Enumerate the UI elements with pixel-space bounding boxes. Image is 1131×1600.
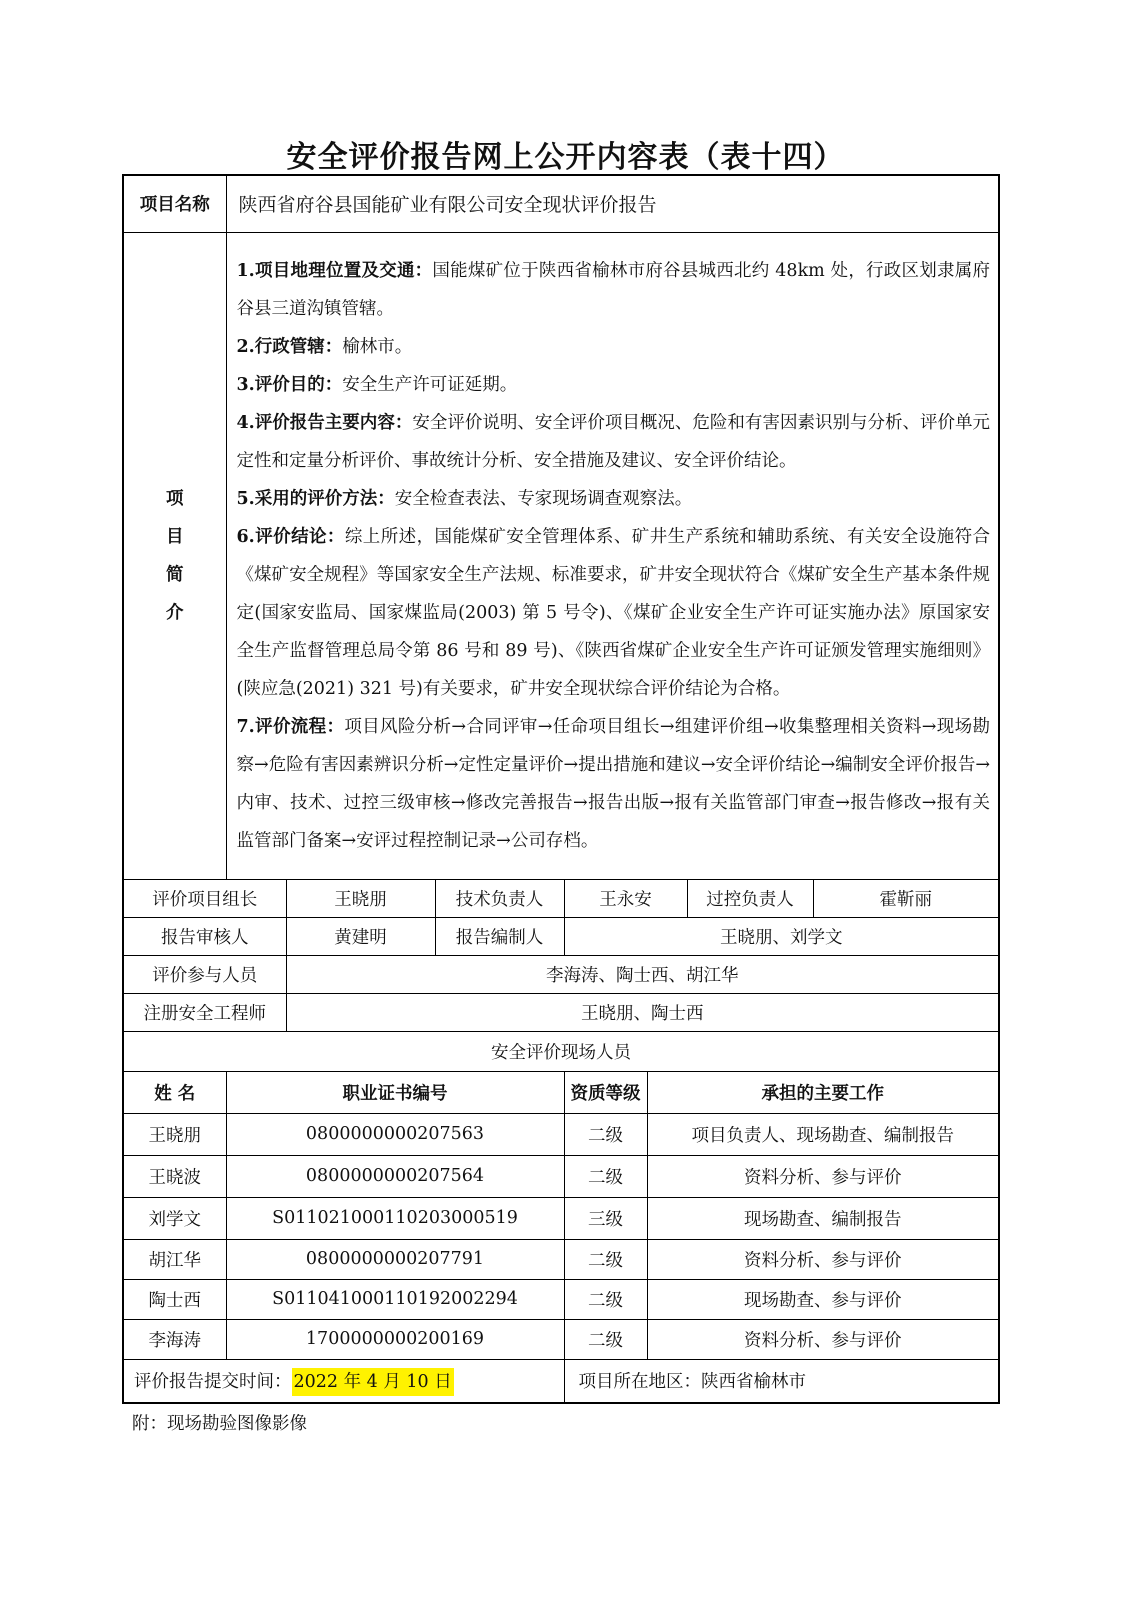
submit-date: 2022 年 4 月 10 日 [292,1368,454,1396]
participants-value: 李海涛、陶士西、胡江华 [286,955,999,993]
staff-name: 陶士西 [123,1279,226,1319]
intro-item-head: 5.采用的评价方法： [236,488,395,509]
intro-item [237,518,991,708]
engineers-label: 注册安全工程师 [123,993,286,1031]
intro-item [237,366,991,404]
staff-work: 项目负责人、现场勘查、编制报告 [647,1113,999,1155]
staff-work: 资料分析、参与评价 [647,1239,999,1279]
project-intro-row [123,232,999,879]
intro-item-text: 安全生产许可证延期。 [342,374,518,395]
staff-level: 二级 [564,1113,647,1155]
engineers-row [123,993,999,1031]
table-row [123,1197,999,1239]
staff-header-work: 承担的主要工作 [647,1071,999,1113]
staff-header-level: 资质等级 [564,1071,647,1113]
staff-header-row [123,1071,999,1113]
staff-cert: S011021000110203000519 [226,1197,564,1239]
intro-label-char: 介 [166,602,184,623]
staff-name: 胡江华 [123,1239,226,1279]
author-value: 王晓朋、刘学文 [564,917,999,955]
intro-item-text: 项目风险分析→合同评审→任命项目组长→组建评价组→收集整理相关资料→现场勘察→危险有害因素辨识分析→定性定量评价→提出措施和建议→安全评价结论→编制安全评价报告→内审、技术、过控三级审核→修改完善报告→报告出版→报有关监管部门审查→报告修改→报有关监管部门备案→安评过程控制记录→公司存档。 [236,716,991,851]
intro-item [237,328,991,366]
project-name-row [123,175,999,232]
intro-item-head: 4.评价报告主要内容： [236,412,413,433]
intro-item [237,480,991,518]
tech-label: 技术负责人 [435,879,564,917]
project-intro-content [226,232,999,879]
control-value: 霍靳丽 [813,879,999,917]
submit-time-cell [123,1359,564,1403]
table-row [123,1279,999,1319]
staff-cert: 0800000000207564 [226,1155,564,1197]
reviewer-label: 报告审核人 [123,917,286,955]
author-label: 报告编制人 [435,917,564,955]
intro-item [237,252,991,328]
staff-header-cert: 职业证书编号 [226,1071,564,1113]
staff-cert: S011041000110192002294 [226,1279,564,1319]
staff-cert: 0800000000207563 [226,1113,564,1155]
intro-label-char: 简 [166,564,184,585]
intro-item-text: 综上所述，国能煤矿安全管理体系、矿井生产系统和辅助系统、有关安全设施符合《煤矿安全规程》等国家安全生产法规、标准要求，矿井安全现状符合《煤矿安全生产基本条件规定(国家安监局、国家煤监局(2003) 第 5 号令)、《煤矿企业安全生产许可证实施办法》原国家安全生产监督管理总局令第 86 号和 89 号)、《陕西省煤矿企业安全生产许可证颁发管理实施细则》(陕应急(2021) 321 号)有关要求，矿井安全现状综合评价结论为合格。 [236,526,991,699]
roles-row-2 [123,917,999,955]
intro-item-head: 2.行政管辖： [236,336,343,357]
footer-row [123,1359,999,1403]
intro-item-head: 3.评价目的： [236,374,343,395]
intro-label-char: 项 [166,488,184,509]
table-row [123,1239,999,1279]
intro-item [237,708,991,860]
staff-level: 二级 [564,1319,647,1359]
tech-value: 王永安 [564,879,687,917]
staff-name: 王晓朋 [123,1113,226,1155]
intro-item-text: 国能煤矿位于陕西省榆林市府谷县城西北约 48km 处，行政区划隶属府谷县三道沟镇管辖。 [236,260,991,319]
project-name-label: 项目名称 [123,175,226,232]
staff-cert: 0800000000207791 [226,1239,564,1279]
staff-cert: 1700000000200169 [226,1319,564,1359]
engineers-value: 王晓朋、陶士西 [286,993,999,1031]
roles-row-1 [123,879,999,917]
intro-label-char: 目 [166,526,184,547]
intro-item [237,404,991,480]
leader-value: 王晓朋 [286,879,435,917]
area-cell [564,1359,999,1403]
attachment-note: 附：现场勘验图像影像 [132,1414,307,1434]
reviewer-value: 黄建明 [286,917,435,955]
staff-name: 王晓波 [123,1155,226,1197]
staff-section-title: 安全评价现场人员 [123,1031,999,1071]
intro-item-text: 安全检查表法、专家现场调查观察法。 [394,488,693,509]
staff-name: 李海涛 [123,1319,226,1359]
staff-work: 资料分析、参与评价 [647,1319,999,1359]
leader-label: 评价项目组长 [123,879,286,917]
participants-row [123,955,999,993]
staff-work: 现场勘查、参与评价 [647,1279,999,1319]
table-row [123,1155,999,1197]
intro-item-text: 榆林市。 [342,336,413,357]
staff-level: 三级 [564,1197,647,1239]
intro-item-head: 1.项目地理位置及交通： [236,260,433,281]
project-intro-label [123,232,226,879]
staff-header-name: 姓 名 [123,1071,226,1113]
staff-work: 资料分析、参与评价 [647,1155,999,1197]
area-label: 项目所在地区： [578,1372,701,1393]
control-label: 过控负责人 [687,879,813,917]
intro-item-head: 7.评价流程： [236,716,345,737]
disclosure-table [122,174,1000,1404]
staff-level: 二级 [564,1239,647,1279]
table-row [123,1113,999,1155]
project-name-value: 陕西省府谷县国能矿业有限公司安全现状评价报告 [226,175,999,232]
area-value: 陕西省榆林市 [701,1372,806,1393]
staff-section-row [123,1031,999,1071]
staff-work: 现场勘查、编制报告 [647,1197,999,1239]
intro-item-head: 6.评价结论： [236,526,345,547]
table-row [123,1319,999,1359]
staff-name: 刘学文 [123,1197,226,1239]
intro-item-text: 安全评价说明、安全评价项目概况、危险和有害因素识别与分析、评价单元定性和定量分析评价、事故统计分析、安全措施及建议、安全评价结论。 [236,412,991,471]
submit-time-label: 评价报告提交时间： [134,1372,292,1393]
page-title: 安全评价报告网上公开内容表（表十四） [286,140,845,175]
staff-level: 二级 [564,1279,647,1319]
participants-label: 评价参与人员 [123,955,286,993]
staff-level: 二级 [564,1155,647,1197]
